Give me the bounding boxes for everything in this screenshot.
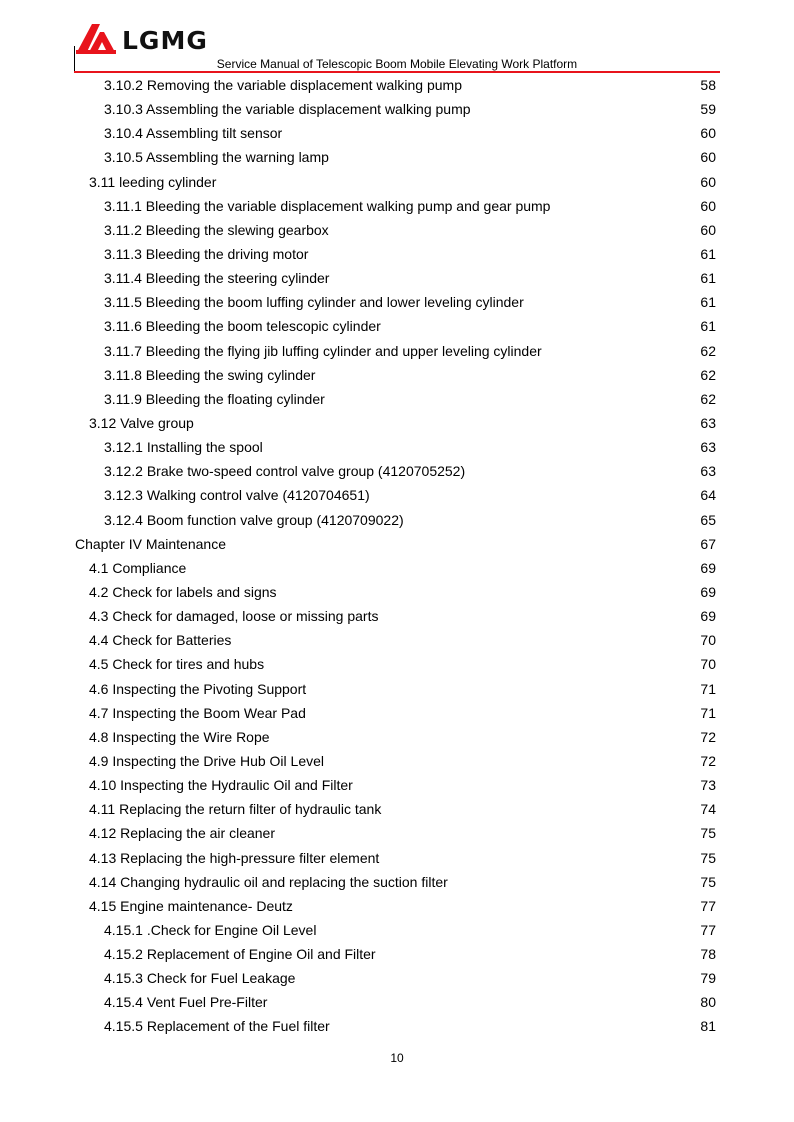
toc-entry[interactable] xyxy=(74,508,720,532)
toc-entry[interactable] xyxy=(74,532,720,556)
toc-entry-page: 74 xyxy=(700,801,716,818)
toc-entry-title: 3.12.2 Brake two-speed control valve group (4120705252) xyxy=(104,463,466,480)
toc-entry-page: 63 xyxy=(700,414,716,431)
page-number: 10 xyxy=(390,1051,404,1065)
toc-entry[interactable] xyxy=(74,556,720,580)
toc-entry-page: 60 xyxy=(700,197,716,214)
toc-entry-page: 60 xyxy=(700,125,716,142)
toc-entry-page: 61 xyxy=(700,270,716,287)
toc-entry-title: 4.15.4 Vent Fuel Pre-Filter xyxy=(104,994,268,1011)
toc-entry[interactable] xyxy=(74,652,720,676)
toc-entry-page: 65 xyxy=(700,511,716,528)
toc-entry[interactable] xyxy=(74,483,720,507)
toc-entry[interactable] xyxy=(74,821,720,845)
toc-entry-page: 67 xyxy=(700,535,716,552)
toc-entry[interactable] xyxy=(74,966,720,990)
toc-entry-title: 3.11.2 Bleeding the slewing gearbox xyxy=(104,221,329,238)
toc-entry-page: 60 xyxy=(700,149,716,166)
toc-entry-page: 62 xyxy=(700,366,716,383)
toc-entry-title: 4.3 Check for damaged, loose or missing parts xyxy=(89,608,379,625)
toc-entry[interactable] xyxy=(74,459,720,483)
toc-entry-title: 3.11.7 Bleeding the flying jib luffing cylinder and upper leveling cylinder xyxy=(104,342,542,359)
toc-entry-title: 3.10.4 Assembling tilt sensor xyxy=(104,125,283,142)
toc-entry-title: 4.15 Engine maintenance- Deutz xyxy=(89,897,293,914)
toc-entry[interactable] xyxy=(74,580,720,604)
toc-entry[interactable] xyxy=(74,314,720,338)
logo-text: LGMG xyxy=(122,26,208,55)
toc-entry-page: 72 xyxy=(700,728,716,745)
toc-entry-page: 81 xyxy=(700,1018,716,1035)
toc-entry-page: 79 xyxy=(700,970,716,987)
lgmg-logo-icon xyxy=(74,22,118,56)
toc-entry-page: 69 xyxy=(700,583,716,600)
toc-entry[interactable] xyxy=(74,701,720,725)
toc-entry-title: 4.15.2 Replacement of Engine Oil and Filter xyxy=(104,946,376,963)
toc-entry-page: 60 xyxy=(700,221,716,238)
toc-entry-title: 4.10 Inspecting the Hydraulic Oil and Filter xyxy=(89,777,353,794)
toc-entry-title: 3.10.5 Assembling the warning lamp xyxy=(104,149,329,166)
toc-entry-page: 61 xyxy=(700,245,716,262)
toc-entry-page: 62 xyxy=(700,342,716,359)
toc-entry-title: 4.15.1 .Check for Engine Oil Level xyxy=(104,921,317,938)
toc-entry-page: 69 xyxy=(700,608,716,625)
toc-entry[interactable] xyxy=(74,604,720,628)
toc-entry-title: 3.11.4 Bleeding the steering cylinder xyxy=(104,270,330,287)
toc-entry[interactable] xyxy=(74,145,720,169)
toc-entry-page: 77 xyxy=(700,921,716,938)
toc-entry-page: 73 xyxy=(700,777,716,794)
toc-entry-page: 70 xyxy=(700,656,716,673)
toc-entry[interactable] xyxy=(74,339,720,363)
toc-entry-title: 4.13 Replacing the high-pressure filter element xyxy=(89,849,380,866)
toc-entry-page: 62 xyxy=(700,390,716,407)
toc-entry[interactable] xyxy=(74,870,720,894)
toc-entry-page: 75 xyxy=(700,825,716,842)
toc-entry-title: 3.11.6 Bleeding the boom telescopic cylinder xyxy=(104,318,381,335)
toc-entry-page: 75 xyxy=(700,849,716,866)
toc-entry-title: 4.1 Compliance xyxy=(89,559,187,576)
toc-entry[interactable] xyxy=(74,170,720,194)
toc-entry-title: 3.12.1 Installing the spool xyxy=(104,439,263,456)
toc-entry[interactable] xyxy=(74,846,720,870)
toc-entry-title: 4.11 Replacing the return filter of hydraulic tank xyxy=(89,801,382,818)
toc-entry-title: 3.10.2 Removing the variable displacement walking pump xyxy=(104,77,462,93)
toc-entry-title: 4.8 Inspecting the Wire Rope xyxy=(89,728,270,745)
toc-entry[interactable] xyxy=(74,290,720,314)
toc-entry-title: 3.11.1 Bleeding the variable displacement walking pump and gear pump xyxy=(104,197,551,214)
toc-entry-title: 4.2 Check for labels and signs xyxy=(89,583,277,600)
toc-entry[interactable] xyxy=(74,121,720,145)
toc-entry-page: 60 xyxy=(700,173,716,190)
toc-entry-page: 78 xyxy=(700,946,716,963)
toc-entry-title: 3.11.9 Bleeding the floating cylinder xyxy=(104,390,325,407)
toc-entry[interactable] xyxy=(74,628,720,652)
toc-entry-page: 72 xyxy=(700,752,716,769)
toc-entry-title: 4.5 Check for tires and hubs xyxy=(89,656,265,673)
toc-entry[interactable] xyxy=(74,918,720,942)
toc-entry-title: Chapter IV Maintenance xyxy=(75,535,226,552)
toc-entry-title: 4.15.3 Check for Fuel Leakage xyxy=(104,970,296,987)
toc-entry-title: 3.12.4 Boom function valve group (4120709022) xyxy=(104,511,404,528)
page-header xyxy=(74,20,720,72)
toc-entry[interactable] xyxy=(74,73,720,97)
table-of-contents xyxy=(74,73,720,1039)
toc-entry-title: 3.12.3 Walking control valve (4120704651) xyxy=(104,487,370,504)
toc-entry-page: 58 xyxy=(700,77,716,93)
document-title: Service Manual of Telescopic Boom Mobile Elevating Work Platform xyxy=(216,57,578,71)
toc-entry[interactable] xyxy=(74,725,720,749)
toc-entry-page: 77 xyxy=(700,897,716,914)
toc-entry[interactable] xyxy=(74,242,720,266)
toc-entry-title: 3.12 Valve group xyxy=(89,414,194,431)
toc-entry[interactable] xyxy=(74,990,720,1014)
toc-entry[interactable] xyxy=(74,411,720,435)
toc-entry-title: 4.6 Inspecting the Pivoting Support xyxy=(89,680,307,697)
toc-entry-title: 3.11.8 Bleeding the swing cylinder xyxy=(104,366,316,383)
toc-entry[interactable] xyxy=(74,218,720,242)
toc-entry-page: 63 xyxy=(700,463,716,480)
toc-entry[interactable] xyxy=(74,749,720,773)
toc-entry-page: 64 xyxy=(700,487,716,504)
toc-entry[interactable] xyxy=(74,97,720,121)
toc-entry-page: 63 xyxy=(700,439,716,456)
toc-entry-title: 4.9 Inspecting the Drive Hub Oil Level xyxy=(89,752,325,769)
toc-entry[interactable] xyxy=(74,194,720,218)
toc-entry-title: 3.11.3 Bleeding the driving motor xyxy=(104,245,309,262)
toc-entry[interactable] xyxy=(74,677,720,701)
toc-entry-title: 3.10.3 Assembling the variable displacement walking pump xyxy=(104,101,471,118)
toc-entry[interactable] xyxy=(74,266,720,290)
toc-entry[interactable] xyxy=(74,797,720,821)
toc-entry-title: 3.11.5 Bleeding the boom luffing cylinder and lower leveling cylinder xyxy=(104,294,524,311)
toc-entry[interactable] xyxy=(74,773,720,797)
toc-entry-page: 61 xyxy=(700,294,716,311)
toc-entry[interactable] xyxy=(74,435,720,459)
toc-entry-page: 71 xyxy=(700,680,716,697)
toc-entry-title: 4.15.5 Replacement of the Fuel filter xyxy=(104,1018,330,1035)
toc-entry-title: 4.12 Replacing the air cleaner xyxy=(89,825,276,842)
toc-entry[interactable] xyxy=(74,1014,720,1038)
toc-entry[interactable] xyxy=(74,387,720,411)
toc-entry-page: 69 xyxy=(700,559,716,576)
toc-entry-page: 75 xyxy=(700,873,716,890)
toc-entry-page: 70 xyxy=(700,632,716,649)
toc-entry-page: 59 xyxy=(700,101,716,118)
toc-entry-title: 4.14 Changing hydraulic oil and replacing the suction filter xyxy=(89,873,448,890)
toc-entry[interactable] xyxy=(74,363,720,387)
toc-entry-page: 71 xyxy=(700,704,716,721)
toc-entry-title: 4.7 Inspecting the Boom Wear Pad xyxy=(89,704,306,721)
toc-entry-title: 4.4 Check for Batteries xyxy=(89,632,232,649)
toc-entry-page: 61 xyxy=(700,318,716,335)
toc-entry-title: 3.11 leeding cylinder xyxy=(89,173,217,190)
toc-entry[interactable] xyxy=(74,894,720,918)
toc-entry[interactable] xyxy=(74,942,720,966)
toc-entry-page: 80 xyxy=(700,994,716,1011)
